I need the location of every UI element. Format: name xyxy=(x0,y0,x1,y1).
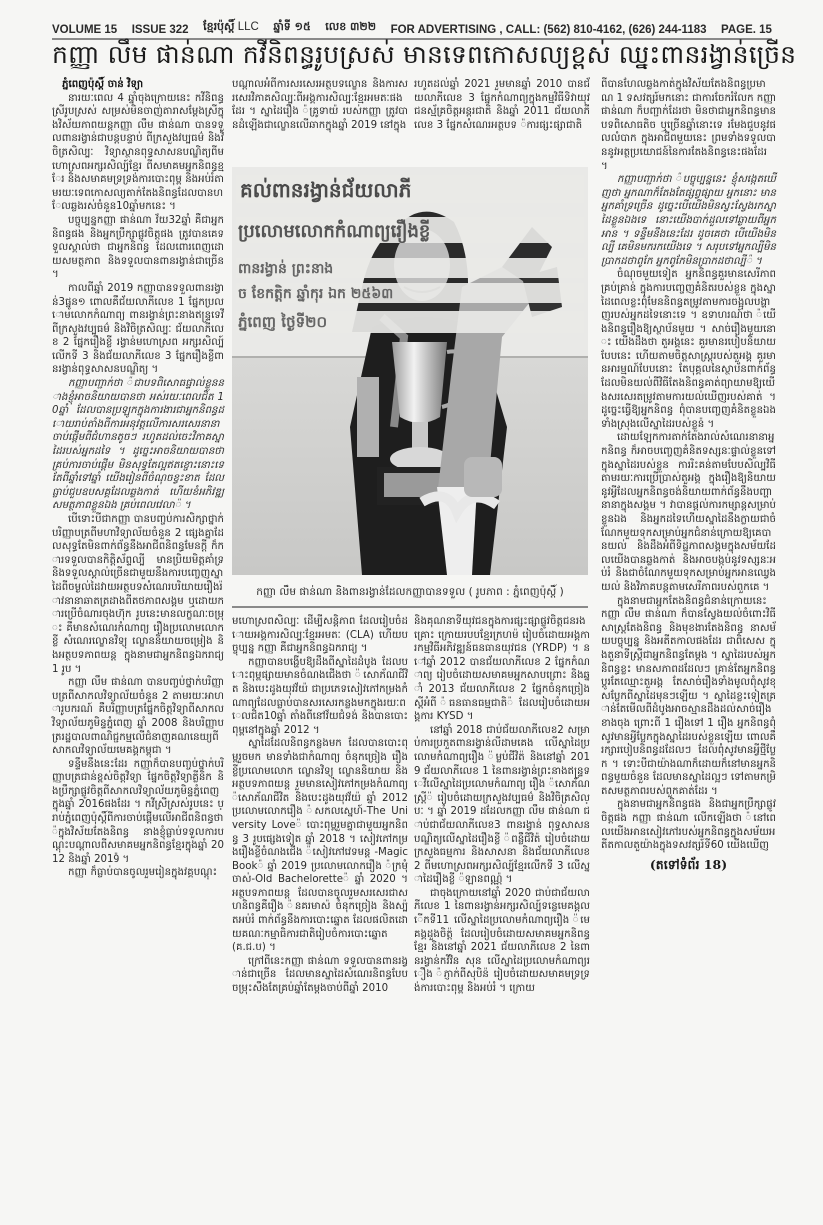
paragraph: នៅឆ្នាំ 2018 ជាប់ជ័យលាភីលេខ2 សម្រាប់ការប្រកួតពានរង្វាន់លីដាមគេង លើស្នាដៃប្រលោមកំណាព្យរឿង ៉ម្លប់ជីវិត៉ និងនៅឆ្នាំ 2019 ជ័យលាភីលេខ 1 នៃពានរង្វាន់ព្រះនាងឥន្ទ្រទេវីលើស្នាដៃប្រលោមកំណាព្យ រឿង ៉សោភ័ណស្ត្រី៉ រៀបចំដោយក្រសួងវប្បធម៌ និងវិចិត្រសិល្បៈ ។ ឆ្នាំ 2019 ដដែលកញ្ញា លឹម ផាន់ណា ជាប់ជាជ័យលាភីលេខ3 ពានរង្វាន់ ពុទ្ធសាសនបណ្ឌិត្យលើស្នាដៃរឿងខ្លី ៉ពន្លឺជីវិត៉ រៀបចំដោយក្រសួងធម្មការ និងសាសនា និងជ័យលាភីលេខ 2 ពីមហោស្រពអក្សរសិល្ប៍ខ្មែរលើកទី 3 លើស្នាដៃរឿងខ្លី ៉ឡានពណ្ណ៉ ។ xyxy=(414,724,590,886)
brand-khmer: ខ្មែរប៉ុស្ដិ៍ xyxy=(203,20,235,33)
quote-paragraph: កញ្ញាបញ្ជាក់ថា ៉បច្ចុប្បន្ននេះ ខ្ញុំសង្កេតឃើញថា អ្នកណាក៏តែងតែផ្សព្វផ្សាយ អ្នកនោះ មានអ្នកគាំទ្រច្រើន ដូច្នេះបើយើងមិនស្វះស្វែងរកស្នាដៃខ្លួនឯងទេ នោះយើងបាក់ដួលទៅឆ្ងាយពីអ្នកអាន ។ ទន្ទឹមនឹងនេះដែរ ដូចគេថា បើយើងមិនល្បី គេមិនមករកយើងទេ ។ សរុបទៅអ្នកល្បីមិនប្រាកដថាពូកែ អ្នកពូកែមិនប្រាកដថាល្បី៉ ។ xyxy=(601,174,776,267)
paragraph: ចំណុចមួយទៀត អ្នកនិពន្ធគួរមានសេរីភាពគ្រប់គ្រាន់ ក្នុងការបញ្ចេញគំនិតរបស់ខ្លួន ក្នុងស្នាដៃពេលខ្លះពុំមែននិពន្ធតម្រូវតាមការចង្អុលបង្ហាញរបស់អ្នកដទៃនោះទេ ។ ឧទាហរណ៍ថា ៉យើងនិពន្ធរឿងឱ្យស្ថាប័នមួយ ។ សាច់រឿងមួយនោះ យើងដឹងថា តួអង្គនេះ គួរមានរបៀបនិយាយបែបនេះ ហើយតាមចិត្តសាស្ត្ររបស់តួអង្គ គួរមានអារម្មណ៍បែបនោះ តែបុគ្គលនៃស្ថាប័នពាក់ព័ន្ធ ដែលមិនយល់ពីវិធីតែងនិពន្ធគាត់ព្យាយាមឱ្យយើងសរសេរតម្រូវតាមការយល់ឃើញរបស់គាត់ ។ ដូច្នេះធ្វើឱ្យអ្នកនិពន្ធ ពុំបានបញ្ចេញគំនិតខ្លួនឯងទាំងស្រុងលើស្នាដៃរបស់ខ្លួន៉ ។ xyxy=(601,269,776,430)
photo-woman-with-trophy xyxy=(232,167,588,575)
paragraph: ក្នុងនាមជាអ្នកតែងនិពន្ធជំនាន់ក្រោយនេះ កញ្ញា លឹម ផាន់ណា ក៏បានស្វែងយល់ចំពោះវិធីសាស្ត្រតែងនិពន្ធ និងមុខងារតែងនិពន្ធ នាសម័យបច្ចុប្បន្ន និងអតីតកាលផងដែរ ជាពិសេស ក្នុងតួនាទីស្ត្រីជាអ្នកនិពន្ធតែម្ដង ។ ស្នាដៃរបស់អ្នកនិពន្ធខ្លះ មានសភាពដដែលៗ គ្រាន់តែអ្នកនិពន្ធប្ដូរតែឈ្មោះតួអង្គ តែសាច់រឿងទាំងមូលពុំសូវខុសប្លែកពីស្នាដៃមុនៗឡើយ ។ ស្នាដៃខ្លះទៀតគ្រាន់តែមើលពីដំបូងអាចស្មានដឹងដល់សាច់រឿងខាងចុង ព្រោះពី 1 រឿងទៅ 1 រឿង អ្នកនិពន្ធពុំសូវមានអ្វីប្លែកក្នុងស្នាដៃរបស់ខ្លួនឡើយ ពោលគឺរក្សារបៀបនិពន្ធដដែលៗ ដែលពុំសូវមានអ្វីថ្មីប្លែក ។ ទោះបីជាយ៉ាងណាក៏ដោយក៏នៅមានអ្នកនិពន្ធមួយចំនួន ដែលមានស្នាដៃល្អៗ ទៅតាមកម្រិតសមត្ថភាពរបស់ពួកគាត់ដែរ ។ xyxy=(601,595,776,797)
volume-label: VOLUME 15 xyxy=(52,24,118,36)
banner-text: គល់ពានរង្វាន់ជ័យលាភី xyxy=(240,178,412,202)
paragraph: ជាចុងក្រោយនៅឆ្នាំ 2020 ជាប់ជាជ័យលាភីលេខ 1 នៃពានរង្វាន់អក្សរសិល្ប៍ទន្លេមេគង្គលើកទី11 លើស្នាដៃប្រលោមកំណាព្យរឿង ៉មេគង្គដួងចិត្ត៉ ដែលរៀបចំដោយសមាគមអ្នកនិពន្ធខ្មែរ និងនៅឆ្នាំ 2021 ជ័យលាភីលេខ 2 នៃពានរង្វាន់កវីវិន សុន លើស្នាដៃប្រលោមកំណាព្យរឿង ៉ភ្ញាក់ពីសុបិន៉ រៀបចំដោយសមាគមទ្រទ្រង់ការបោះពុម្ព និងអប់រំ ។ ក្រោយ xyxy=(414,887,590,995)
paragraph: កាលពីឆ្នាំ 2019 កញ្ញាបានទទួលពានរង្វាន់3ផ្នូន១ ពោលគឺជ័យលាភីលេខ 1 ផ្នែកប្រលោមលោកកំណាព្យ ពានរង្វាន់ព្រះនាងឥន្ទ្រទេវី ពីក្រសួងវប្បធម៌ និងវិចិត្រសិល្បៈ ជ័យលាភីលេខ 2 ផ្នែករឿងខ្លី រង្វាន់មហោស្រព អក្សរសិល្ប៍លើកទី 3 និងជ័យលាភីលេខ 3 ផ្នែករឿងខ្លីពានរង្វាន់ពុទ្ធសាសនបណ្ឌិត្យ ។ xyxy=(52,282,224,376)
brand-llc: LLC xyxy=(237,21,259,33)
article-column-3-top xyxy=(414,78,590,132)
quote-paragraph: កញ្ញាបញ្ជាក់ថា ៉ជាបទពិសោធផ្ទាល់ខ្លួននាងខ្ញុំអាចនិយាយបានថា អស់រយៈពេលជិត 10ឆ្នាំ ដែលបានប្រឡូកក្នុងការងារជាអ្នកនិពន្ធដោយរាប់តាំងពីការអនុវត្តលើការសរសេរនានាចាប់ផ្ដើមពីជំហានតូចៗ រហូតដល់ចេះវិភាគស្នាដៃរបស់អ្នកដទៃ ។ ដូច្នេះអាចនិយាយបានថា គ្រប់ការចាប់ផ្ដើម មិនសុទ្ធតែល្អឥតខ្ចោះនោះទេ តែពីឆ្នាំទៅឆ្នាំ យើងរៀនពីចំណុចខ្វះខាត ដែលធ្លាប់ជួបឧបសគ្គដែលឆ្លងកាត់ ហើយខំអភិវឌ្ឍសមត្ថភាពខ្លួនឯង គ្រប់ពេលវេលា៉ ។ xyxy=(52,378,224,512)
paragraph: នារយៈពេល 4 ឆ្នាំចុងក្រោយនេះ កវីនិពន្ធស្រីរូបស្រស់ សម្រស់មិនចាញ់តារាសម្ដែងស្រីក្នុងវិស័យភាពយន្តកញ្ញា លឹម ផាន់ណា បានទទួលពានរង្វាន់ជាបន្តបន្ទាប់ ពីក្រសួងវប្បធម៌ និងវិចិត្រសិល្បៈ វិទ្យាស្ថានពុទ្ធសាសនបណ្ឌិត្យពីមហោស្រពអក្សរសិល្ប៍ខ្មែរ ពីសមាគមអ្នកនិពន្ធខ្មែរ និងសមាគមទ្រទ្រង់ការបោះពុម្ព និងអប់រំតាមរយៈទេពកោសល្យតាក់តែងនិពន្ធដែលបានហែលឆ្លងរស់ចំនួន10ឆ្នាំមកនេះ ។ xyxy=(52,92,224,213)
article-column-1 xyxy=(52,78,224,880)
article-column-2-bottom xyxy=(232,615,408,996)
photo-caption: កញ្ញា លឹម ផាន់ណា និងពានរង្វាន់ដែលកញ្ញាបានទទួល ( រូបភាព : ភ្នំពេញប៉ុស្ដិ៍ ) xyxy=(232,582,588,608)
paragraph: បច្ចុប្បន្នកញ្ញា ផាន់ណា វ័យ32ឆ្នាំ គឺជាអ្នកនិពន្ធផង និងអ្នកប្រឹក្សាផ្លូវចិត្តផង ត្រូវបានគេទទួលស្គាល់ថា ជាអ្នកនិពន្ធ ដែលពោរពេញដោយសមត្ថភាព និងទទួលបានពានរង្វាន់ជាច្រើន ។ xyxy=(52,214,224,281)
banner-text: ភ្នំពេញ ថ្ងៃទី២០ xyxy=(238,313,328,331)
banner-text: ពានរង្វាន់ ព្រះនាង xyxy=(238,261,334,277)
issue-khmer: លេខ ៣២២ xyxy=(325,20,377,33)
paragraph: ពីបានហែលឆ្លងកាត់ក្នុងវិស័យតែងនិពន្ធប្រមាណ 1 ទសវត្សរ៍មកនោះ ជាការចែករំលែក កញ្ញា ផាន់ណា ក៏បញ្ជាក់ដែរថា មិនថាជាអ្នកនិពន្ធមានបទពិសោធតិច ឬច្រើនឆ្នាំនោះទេ រមែងជួបនូវផលលំបាក ក្នុងអាជីពមួយនេះ ព្រមទាំងទទួលបាននូវអត្ថប្រយោជន៍នៃការតែងនិពន្ធនេះផងដែរ ។ xyxy=(601,79,776,172)
byline: ភ្នំពេញប៉ុស្ដិ៍ ចាន់ វិទ្យា xyxy=(62,79,144,90)
year-khmer: ឆ្នាំទី ១៥ xyxy=(273,20,311,33)
paragraph: ទន្ទឹមនឹងនេះដែរ កញ្ញាក៏បានបញ្ចប់ថ្នាក់បរិញ្ញាបត្រជាន់ខ្ពស់ចិត្តវិទ្យា ផ្នែកចិត្តវិទ្យាគ្លីនិក និងប្រឹក្សាផ្លូវចិត្តពីសាកលវិទ្យាល័យភូមិន្ទភ្នំពេញក្នុងឆ្នាំ 2016ផងដែរ ។ កវីស្រីស្រស់រូបនេះ ប្រាប់ភ្នំពេញប៉ុស្ដិ៍ពីការចាប់ផ្ដើមលើអាជីពនិពន្ធថា ៉ក្នុងវិស័យតែងនិពន្ធ នាងខ្ញុំធ្លាប់ទទួលការបណ្ដុះបណ្ដាលពីសមាគមអ្នកនិពន្ធខ្មែរក្នុងឆ្នាំ 2012 និងឆ្នាំ 2019៉ ។ xyxy=(52,758,224,865)
banner-text: ប្រលោមលោកកំណាព្យរឿងខ្លី xyxy=(238,221,431,242)
paragraph: កញ្ញា ក៏ធ្លាប់បានចូលរួមរៀនក្នុងវគ្គបណ្ដុះ xyxy=(68,867,218,879)
paragraph: បើទោះបីជាកញ្ញា បានបញ្ចប់ការសិក្សាថ្នាក់បរិញ្ញាបត្រពីមហាវិទ្យាល័យចំនួន 2 ផ្សេងគ្នាដែលសុទ្ធតែមិនពាក់ព័ន្ធនឹងអាជីពនិពន្ធមែនក្ដី ក៏ការទទួលបានកិត្តិស័ព្ទល្បី មានប្រិយមិត្តគាំទ្រ និងទទួលស្គាល់ច្រើនជាមួយនឹងការបញ្ចេញស្នាដៃពីចម្ងល់ដៃវាយអត្ថបទសំណេរបរិយាយរឿងរ៉ាវនានាឆាតត្រដាងពីតថភាពសង្គម ឬដោយការប្រើចំណារចុងហ៊ុក រូបនេះមានលក្ខណៈចម្រុះ គឺមានសំណេរកំណាព្យ រឿងប្រលោមលោកខ្លី សំណេរល្ខោនវិទ្យុ ល្ខោននិយាយចម្រៀង និងអត្ថបទភាពយន្ត ក្នុងនាមជាអ្នកនិពន្ធឯករាជ្យ 1 រូប ។ xyxy=(52,514,224,675)
page-number: PAGE. 15 xyxy=(721,24,772,36)
article-photo xyxy=(232,167,588,575)
article-column-3-bottom xyxy=(414,615,590,996)
paragraph: កញ្ញាបានបង្ហើបឱ្យដឹងពីស្នាដៃដំបូង ដែលបោះពុម្ពផ្សាយមានចំណងជើងថា ៉សោភ័ណជីវិត និងបេះដូងយុវវ័យ៉ ជាប្រភេទសៀវភៅកម្រងកំណាព្យដែលធ្លាប់បានសរសេរកន្លងមកក្នុងរយៈពេលជិត10ឆ្នាំ តាំងពីនៅវ័យជំទង់ និងបានបោះពុម្ពនៅក្នុងឆ្នាំ 2012 ។ xyxy=(232,656,408,736)
paragraph: ដោយឡែកការតាក់តែងរាល់សំណេរនានាអ្នកនិពន្ធ ក៏អាចបញ្ចេញគំនិតទស្សនៈផ្ទាល់ខ្លួនទៅក្នុងស្នាដៃរបស់ខ្លួន ការរិះគន់តាមបែបសិល្បវិធី តាមរយៈការប្រើប្រាស់តួអង្គ ក្នុងរឿងឱ្យនិយាយនូវអ្វីដែលអ្នកនិពន្ធចង់និយាយពាក់ព័ន្ធនឹងបញ្ហានានាក្នុងសង្គម ។ វាបានផ្ដល់ការកម្សាន្តសម្រាប់ខ្លួនឯង និងអ្នកដទៃហើយស្នាដៃនឹងក្លាយជាចំណែកមួយទុកសម្រាប់អ្នកជំនាន់ក្រោយឱ្យគេបានយល់ និងដឹងអំពីទិដ្ឋភាពសង្គមក្នុងសម័យដែលយើងបានឆ្លងកាត់ និងអាចបង្កប់នូវទស្សនៈអប់រំ និងជាចំណែកមួយទុកសម្រាប់អ្នកអានឈ្វេងយល់ និងវិភាគបន្តតាមសេរីភាពរបស់ពួកគេ ។ xyxy=(601,432,776,593)
article-column-4 xyxy=(601,78,776,853)
paragraph: ក្នុងនាមជាអ្នកនិពន្ធផង និងជាអ្នកប្រឹក្សាផ្លូវចិត្តផង កញ្ញា ផាន់ណា លើកឡើងថា ៉នៅពេលយើងអានសៀវភៅរបស់អ្នកនិពន្ធក្នុងសម័យអតីតកាលតួយ៉ាងក្នុងទសវត្សរ៍ទី60 យើងឃើញ xyxy=(601,799,776,852)
paragraph: រហូតដល់ឆ្នាំ 2021 រួមមានឆ្នាំ 2010 បានជ័យលាភីលេខ 3 ផ្នែកកំណាព្យក្នុងកម្មវិធីទិវាយុវជនស្ម័គ្រចិត្តអន្តរជាតិ និងឆ្នាំ 2011 ជ័យលាភីលេខ 3 ផ្នែកសំណេរអត្ថបទ ៉ការផ្សះផ្សាជាតិ xyxy=(414,79,590,131)
paragraph: ក្រៅពីនេះកញ្ញា ផាន់ណា ទទួលបានពានរង្វាន់ជាច្រើន ដែលមានស្នាដៃសំណេរនិពន្ធបែបចម្រុះសឹងតែគ្រប់ឆ្នាំតែម្ដងចាប់ពីឆ្នាំ 2010 xyxy=(232,955,408,995)
paragraph: មហោស្រពសិល្បៈ ដើម្បីសន្តិភាព ដែលរៀបចំដោយអង្គការសិល្បៈខ្មែរអមតៈ (CLA) ហើយបច្ចុប្បន្ន កញ្ញា គឺជាអ្នកនិពន្ធឯករាជ្យ ។ xyxy=(232,616,408,655)
paragraph: បណ្ដាលអំពីការសរសេរអត្ថបទល្ខោន និងការសរសេរវិភាគសិល្បៈពីអង្គការសិល្បៈខ្មែរអមតៈផងដែរ ។ ស្នាដៃរឿង ៉គ្រូទាយ៉ របស់កញ្ញា ត្រូវបានដំឡើងជាល្ខោនលើឆាកក្នុងឆ្នាំ 2019 នៅក្នុង xyxy=(232,79,408,131)
masthead xyxy=(52,18,772,40)
advertising-contact: FOR ADVERTISING , CALL: (562) 810-4162, (626) 244-1183 xyxy=(390,24,707,36)
banner-text: ច ខែកត្តិក ឆ្នាំកុរ ឯក ២៥៦៣ xyxy=(238,286,394,302)
brand-name xyxy=(203,20,259,36)
issue-label: ISSUE 322 xyxy=(131,24,189,36)
continued-on-page: (តទៅទំព័រ 18) xyxy=(649,857,728,872)
paragraph: កញ្ញា លឹម ផាន់ណា បានបញ្ចប់ថ្នាក់បរិញ្ញាបត្រពីសាកលវិទ្យាល័យចំនួន 2 តាមរយៈអាហារូបករណ៍ គឺបរិញ្ញាបត្រផ្នែកចិត្តវិទ្យាពីសាកលវិទ្យាល័យភូមិន្ទភ្នំពេញ ឆ្នាំ 2008 និងបរិញ្ញាបត្ររដ្ឋបាលពាណិជ្ជកម្មលើជំនាញគណនេយ្យពីសាកលវិទ្យាល័យមេគង្គកម្ពុជា ។ xyxy=(52,677,224,757)
paragraph: និងគុណនាទីយុវជនក្នុងការផ្សះផ្សាផ្លូវចិត្តជនរងគ្រោះ ក្រោយរបបខ្មែរក្រហម៉ រៀបចំដោយអង្គការកម្មវិធីអភិវឌ្ឍន៍ធនធានយុវជន (YRDP) ។ នៅឆ្នាំ 2012 បានជ័យលាភីលេខ 2 ផ្នែកកំណាព្យ រៀបចំដោយសមាគមអ្នកសាបព្រោះ និងឆ្នាំ 2013 ជ័យលាភីលេខ 2 ផ្នែកចំនុកច្រៀងស្ដីអំពី ៉ធនធានធម្មជាតិ៉ ដែលរៀបចំដោយអង្គការ KYSD ។ xyxy=(414,616,590,723)
article-headline: កញ្ញា លឹម ផាន់ណា កវីនិពន្ធរូបស្រស់ មានទេពកោសល្យខ្ពស់ ឈ្នះពានរង្វាន់ច្រើន xyxy=(52,40,797,69)
article-column-2-top xyxy=(232,78,408,132)
paragraph: ស្នាដៃដែលនិពន្ធកន្លងមក ដែលបានបោះពុម្ពរួចមក មានទាំងជាកំណាព្យ ចំនុកច្រៀង រឿងខ្លីប្រលោមលោក ល្ខោនវិទ្យុ ល្ខោននិយាយ និងអត្ថបទភាពយន្ត រួមមានសៀវភៅកម្រងកំណាព្យ ៉សោភ័ណជីវិត និងបេះដូងយុវវ័យ៉ ឆ្នាំ 2012 ប្រលោមលោករឿង ៉សកលស្នេហ៍-The University Love៉ បោះពុម្ពរួមគ្នាជាមួយអ្នកនិពន្ធ 3 រូបផ្សេងទៀត ឆ្នាំ 2018 ។ សៀវភៅកម្រងរឿងខ្លីចំណងជើង ៉សៀវភៅវេទមន្ត -Magic Book៉ ឆ្នាំ 2019 ប្រលោមលោករឿង ៉ក្រមុំចាស់-Old Bachelorette៉ ឆ្នាំ 2020 ។ អត្ថបទភាពយន្ត ដែលបានចូលរួមសរសេរជាសហនិពន្ធគឺរឿង ៉នគរមាស៉ ចំនុកច្រៀង និងស្ប៉តអប់រំ ពាក់ព័ន្ធនឹងការបោះឆ្នោត ដែលផលិតដោយគណៈកម្មាធិការជាតិរៀបចំការបោះឆ្នោត (គ.ជ.ប) ។ xyxy=(232,738,408,954)
